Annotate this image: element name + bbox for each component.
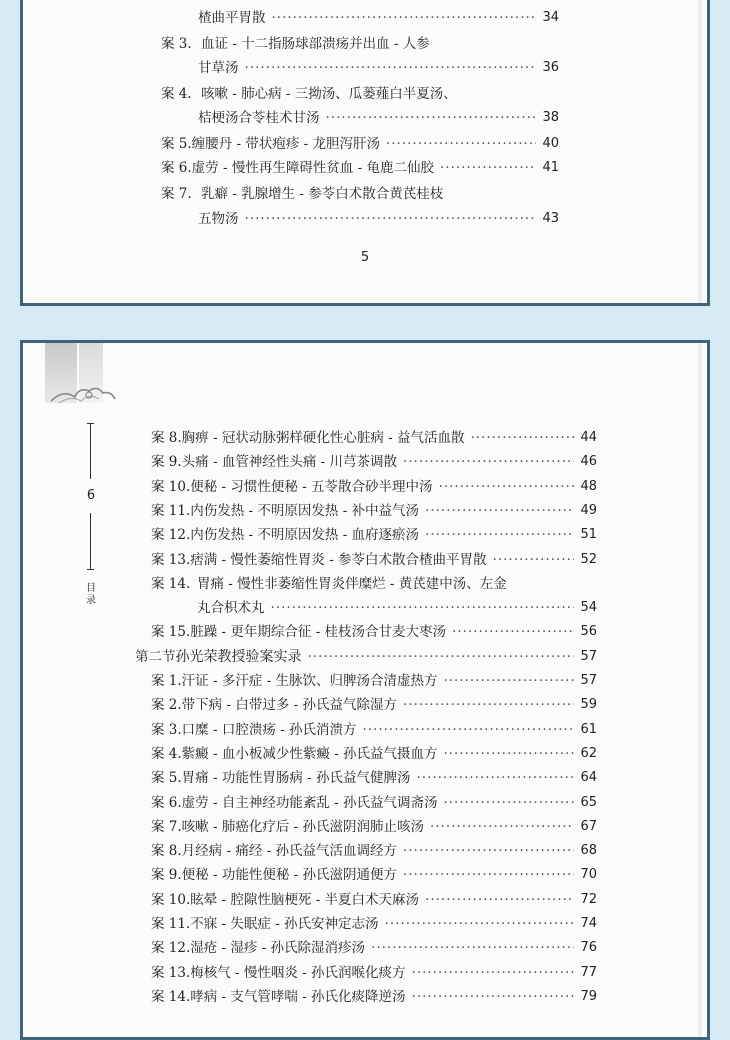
toc-entry-number: 案 10. bbox=[151, 891, 191, 908]
toc-entry-title: 便秘 - 习惯性便秘 - 五苓散合砂半理中汤 bbox=[190, 478, 433, 495]
toc-page-ref: 59 bbox=[580, 697, 597, 713]
dot-leader bbox=[386, 135, 536, 153]
toc-entry bbox=[197, 599, 597, 617]
side-rule-cap bbox=[87, 569, 94, 570]
toc-page-ref: 41 bbox=[542, 160, 559, 175]
dot-leader bbox=[326, 109, 537, 127]
toc-entry-title: 虚劳 - 慢性再生障碍性贫血 - 龟鹿二仙胶 bbox=[191, 160, 434, 176]
toc-page-ref: 61 bbox=[580, 721, 597, 737]
dot-leader bbox=[425, 891, 574, 909]
toc-entry-title: 湿疮 - 湿疹 - 孙氏除湿消疹汤 bbox=[190, 940, 366, 957]
toc-page-ref: 68 bbox=[580, 843, 597, 859]
toc-entry-number: 案 14. bbox=[151, 988, 191, 1005]
cloud-ornament-icon bbox=[49, 383, 119, 409]
toc-entry bbox=[151, 818, 597, 836]
page-number: 5 bbox=[360, 250, 370, 265]
toc-entry-number: 案 4. bbox=[151, 745, 182, 762]
toc-entry-title: 口糜 - 口腔溃疡 - 孙氏消溃方 bbox=[181, 721, 357, 738]
toc-entry bbox=[151, 988, 597, 1006]
toc-entry-title: 汗证 - 多汗症 - 生脉饮、归脾汤合清虚热方 bbox=[181, 673, 438, 689]
dot-leader bbox=[412, 988, 575, 1006]
toc-entry-number: 案 4. bbox=[161, 86, 192, 102]
toc-page-ref: 67 bbox=[580, 818, 597, 834]
toc-entry-number: 案 7. bbox=[151, 818, 182, 835]
toc-entry-number: 案 6. bbox=[151, 794, 182, 811]
toc-entry-title: 甘草汤 bbox=[198, 60, 239, 76]
dot-leader bbox=[440, 159, 536, 177]
toc-page-ref: 64 bbox=[580, 770, 597, 786]
toc-entry-number: 案 8. bbox=[151, 843, 182, 860]
dot-leader bbox=[493, 551, 575, 569]
dot-leader bbox=[272, 9, 537, 27]
toc-page-ref: 72 bbox=[580, 891, 597, 907]
toc-page-ref: 52 bbox=[580, 551, 597, 567]
toc-entry-title: 桔梗汤合苓桂术甘汤 bbox=[198, 110, 320, 126]
toc-entry bbox=[151, 866, 597, 884]
toc-entry bbox=[198, 109, 559, 127]
dot-leader bbox=[425, 502, 574, 520]
toc-entry-number: 第二节 bbox=[135, 648, 176, 665]
toc-entry-number: 案 9. bbox=[151, 454, 182, 471]
toc-page-ref: 34 bbox=[542, 10, 559, 25]
toc-entry bbox=[198, 210, 559, 228]
toc-entry-title: 便秘 - 功能性便秘 - 孙氏滋阴通便方 bbox=[181, 867, 397, 884]
toc-entry-title: 血证 - 十二指肠球部溃疡并出血 - 人参 bbox=[201, 36, 430, 52]
toc-entry bbox=[161, 85, 559, 103]
toc-entry bbox=[151, 478, 597, 496]
toc-entry-title: 眩晕 - 腔隙性脑梗死 - 半夏白术天麻汤 bbox=[190, 891, 420, 908]
toc-page-ref: 43 bbox=[542, 211, 559, 226]
toc-entry-number: 案 12. bbox=[151, 527, 191, 544]
toc-entry bbox=[161, 135, 559, 153]
toc-entry bbox=[151, 526, 597, 544]
toc-entry bbox=[198, 59, 559, 77]
dot-leader bbox=[403, 842, 574, 860]
toc-entry-number: 案 5. bbox=[151, 770, 182, 787]
toc-entry bbox=[161, 185, 559, 203]
toc-page-5 bbox=[20, 0, 710, 306]
toc-entry-number: 案 12. bbox=[151, 940, 191, 957]
toc-page-ref: 77 bbox=[580, 964, 597, 980]
toc-entry-title: 不寐 - 失眠症 - 孙氏安神定志汤 bbox=[190, 916, 379, 932]
toc-entry bbox=[151, 915, 597, 933]
toc-entry-title: 乳癖 - 乳腺增生 - 参苓白术散合黄芪桂枝 bbox=[201, 186, 444, 202]
toc-entry bbox=[161, 35, 559, 53]
dot-leader bbox=[403, 453, 574, 471]
toc-entry-title: 脏躁 - 更年期综合征 - 桂枝汤合甘麦大枣汤 bbox=[190, 624, 447, 641]
toc-entry-title: 虚劳 - 自主神经功能紊乱 - 孙氏益气调斋汤 bbox=[181, 794, 438, 811]
toc-entry-title: 咳嗽 - 肺癌化疗后 - 孙氏滋阴润肺止咳汤 bbox=[181, 818, 424, 835]
toc-page-ref: 56 bbox=[580, 624, 597, 640]
toc-entry bbox=[151, 769, 597, 787]
dot-leader bbox=[245, 59, 537, 77]
toc-entry bbox=[151, 429, 597, 447]
toc-entry bbox=[151, 721, 597, 739]
toc-entry-number: 案 8. bbox=[151, 430, 182, 446]
toc-entry-number: 案 13. bbox=[151, 964, 191, 981]
toc-entry-number: 案 10. bbox=[151, 478, 191, 495]
toc-entry-title: 胃痛 - 功能性胃肠病 - 孙氏益气健脾汤 bbox=[181, 770, 411, 787]
toc-entry bbox=[151, 794, 597, 812]
dot-leader bbox=[385, 915, 575, 933]
toc-entry bbox=[151, 502, 597, 520]
dot-leader bbox=[470, 429, 574, 447]
toc-entry-number: 案 11. bbox=[151, 916, 191, 932]
toc-entry-number: 案 3. bbox=[151, 721, 182, 738]
toc-entry-title: 月经病 - 痛经 - 孙氏益气活血调经方 bbox=[181, 843, 397, 860]
dot-leader bbox=[271, 599, 575, 617]
toc-entry-title: 丸合枳术丸 bbox=[197, 600, 265, 617]
toc-entry bbox=[151, 842, 597, 860]
page-edge bbox=[698, 343, 702, 1037]
toc-entry bbox=[151, 939, 597, 957]
toc-page-ref: 36 bbox=[542, 60, 559, 75]
toc-page-ref: 57 bbox=[580, 648, 597, 664]
toc-page-ref: 54 bbox=[580, 600, 597, 616]
dot-leader bbox=[403, 696, 574, 714]
toc-entry-title: 咳嗽 - 肺心病 - 三拗汤、瓜蒌薤白半夏汤、 bbox=[201, 86, 457, 102]
dot-leader bbox=[443, 672, 574, 690]
toc-entry-number: 案 1. bbox=[151, 673, 182, 689]
toc-entry bbox=[161, 159, 559, 177]
toc-page-ref: 79 bbox=[580, 988, 597, 1004]
toc-entry-title: 紫癜 - 血小板减少性紫癜 - 孙氏益气摄血方 bbox=[181, 745, 438, 762]
toc-entry bbox=[151, 453, 597, 471]
side-label: 目录 bbox=[86, 583, 96, 606]
toc-entry-number: 案 11. bbox=[151, 502, 191, 519]
toc-entry bbox=[151, 575, 597, 593]
toc-page-ref: 44 bbox=[580, 430, 597, 445]
toc-page-ref: 48 bbox=[580, 478, 597, 494]
toc-entry-title: 楂曲平胃散 bbox=[198, 10, 266, 26]
side-rule bbox=[90, 513, 91, 569]
toc-entry-title: 内伤发热 - 不明原因发热 - 补中益气汤 bbox=[190, 502, 420, 519]
toc-page-ref: 51 bbox=[580, 527, 597, 543]
toc-section-heading bbox=[135, 648, 597, 666]
toc-page-ref: 57 bbox=[580, 673, 597, 688]
toc-page-ref: 76 bbox=[580, 940, 597, 956]
toc-entry bbox=[151, 696, 597, 714]
dot-leader bbox=[371, 939, 574, 957]
dot-leader bbox=[425, 526, 574, 544]
toc-entry-number: 案 9. bbox=[151, 867, 182, 884]
toc-page-ref: 38 bbox=[542, 110, 559, 125]
dot-leader bbox=[452, 623, 574, 641]
toc-page-ref: 62 bbox=[580, 745, 597, 761]
toc-page-ref: 65 bbox=[580, 794, 597, 810]
toc-entry-title: 哮病 - 支气管哮喘 - 孙氏化痰降逆汤 bbox=[190, 988, 406, 1005]
side-page-number: 6 bbox=[86, 488, 96, 503]
dot-leader bbox=[416, 769, 574, 787]
toc-entry-title: 梅核气 - 慢性咽炎 - 孙氏润喉化痰方 bbox=[190, 964, 406, 981]
dot-leader bbox=[308, 648, 575, 666]
toc-entry-title: 内伤发热 - 不明原因发热 - 血府逐瘀汤 bbox=[190, 527, 420, 544]
toc-entry-number: 案 3. bbox=[161, 36, 192, 52]
toc-page-ref: 70 bbox=[580, 867, 597, 883]
toc-entry-title: 五物汤 bbox=[198, 211, 239, 227]
toc-entry bbox=[151, 623, 597, 641]
toc-entry-number: 案 15. bbox=[151, 624, 191, 641]
toc-entry-title: 带下病 - 白带过多 - 孙氏益气除湿方 bbox=[181, 697, 397, 714]
toc-entry-title: 孙光荣教授验案实录 bbox=[175, 648, 302, 665]
toc-entry-number: 案 6. bbox=[161, 160, 192, 176]
toc-entry-number: 案 14. bbox=[151, 575, 191, 592]
toc-entry-title: 缠腰丹 - 带状疱疹 - 龙胆泻肝汤 bbox=[191, 136, 380, 152]
toc-entry-number: 案 2. bbox=[151, 697, 182, 714]
toc-page-ref: 40 bbox=[542, 136, 559, 151]
dot-leader bbox=[403, 866, 574, 884]
dot-leader bbox=[439, 478, 575, 496]
toc-entry-title: 痞满 - 慢性萎缩性胃炎 - 参苓白术散合楂曲平胃散 bbox=[190, 551, 487, 568]
toc-page-ref: 49 bbox=[580, 502, 597, 518]
toc-page-ref: 46 bbox=[580, 454, 597, 470]
toc-entry-number: 案 5. bbox=[161, 136, 192, 152]
toc-entry bbox=[151, 745, 597, 763]
toc-entry-title: 胃痛 - 慢性非萎缩性胃炎伴糜烂 - 黄芪建中汤、左金 bbox=[197, 575, 507, 592]
toc-entry bbox=[151, 964, 597, 982]
dot-leader bbox=[412, 964, 575, 982]
toc-entry-number: 案 13. bbox=[151, 551, 191, 568]
side-rule bbox=[90, 423, 91, 479]
toc-entry bbox=[151, 891, 597, 909]
dot-leader bbox=[430, 818, 574, 836]
dot-leader bbox=[443, 794, 574, 812]
toc-entry-title: 头痛 - 血管神经性头痛 - 川芎茶调散 bbox=[181, 454, 397, 471]
dot-leader bbox=[362, 721, 574, 739]
toc-page-ref: 74 bbox=[580, 916, 597, 931]
toc-page-6 bbox=[20, 340, 710, 1040]
toc-entry bbox=[198, 9, 559, 27]
toc-entry bbox=[151, 551, 597, 569]
toc-entry-number: 案 7. bbox=[161, 186, 192, 202]
toc-entry bbox=[151, 672, 597, 690]
dot-leader bbox=[443, 745, 574, 763]
dot-leader bbox=[245, 210, 537, 228]
toc-entry-title: 胸痹 - 冠状动脉粥样硬化性心脏病 - 益气活血散 bbox=[181, 430, 465, 446]
